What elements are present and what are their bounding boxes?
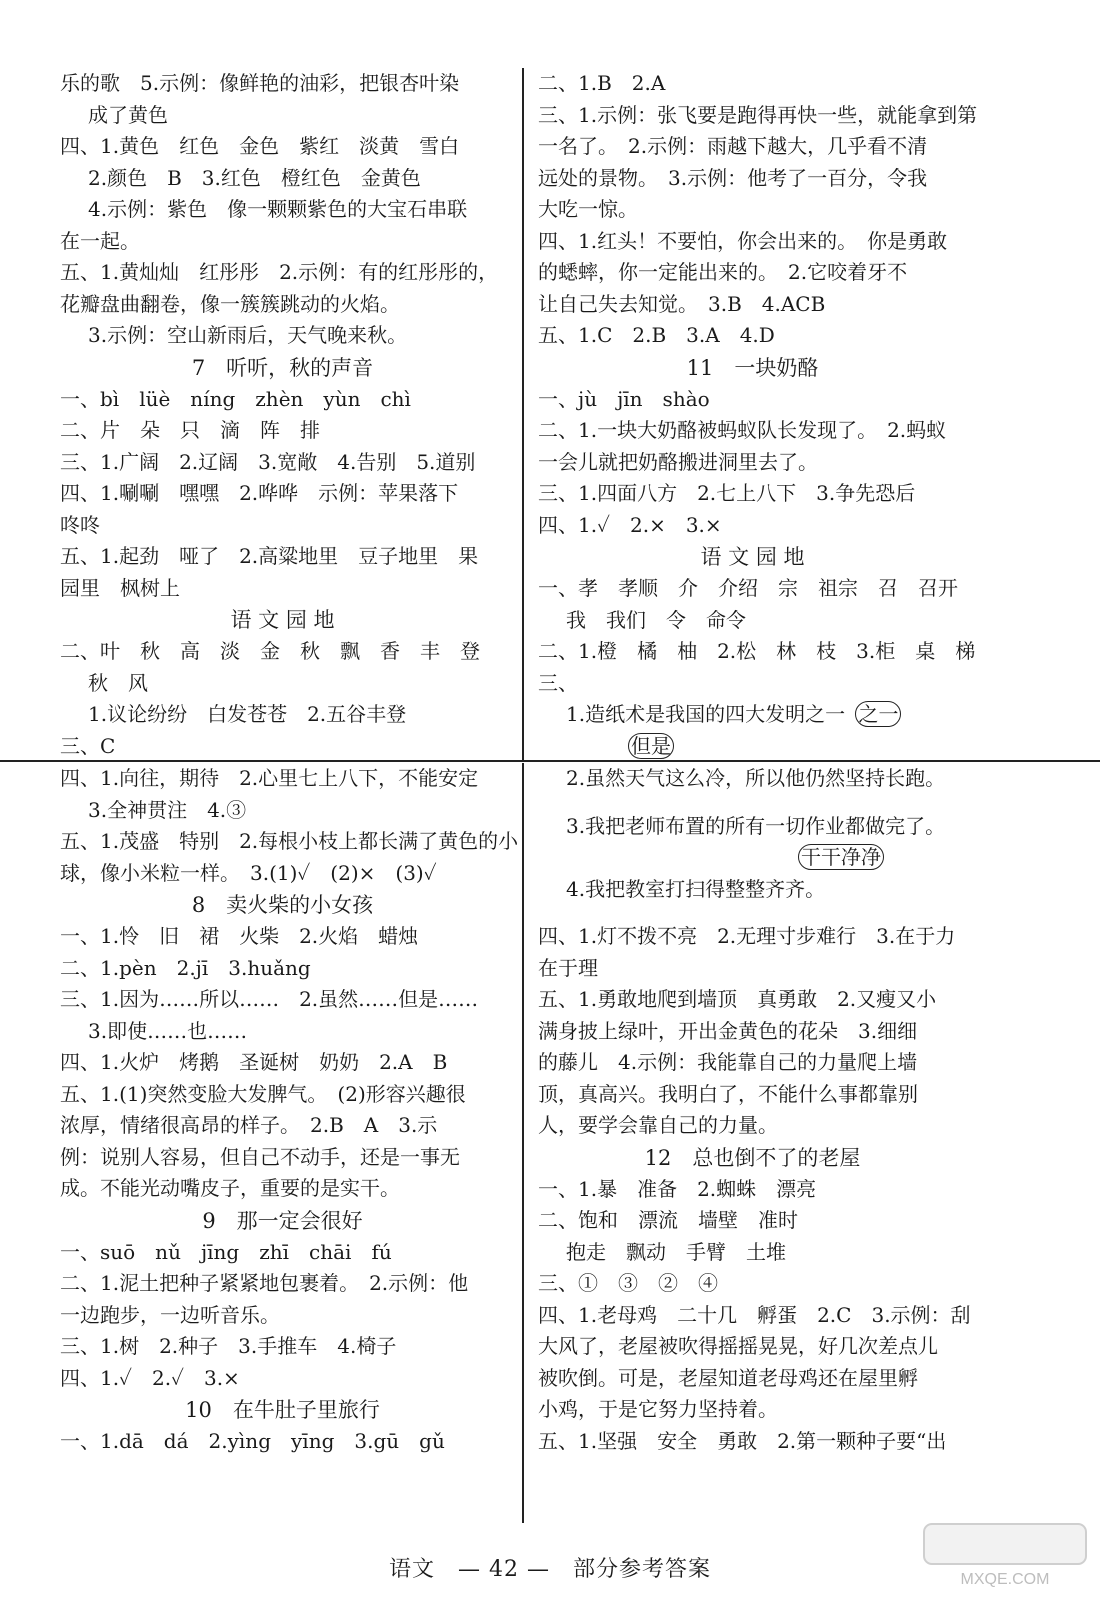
- text-line: 五、1.C 2.B 3.A 4.D: [538, 323, 775, 347]
- text-line: 成了黄色: [88, 102, 168, 127]
- text-line: 秋 风: [88, 670, 148, 695]
- text-line: 三、1.因为……所以…… 2.虽然……但是……: [60, 987, 479, 1011]
- text-line: 4.我把教室打扫得整整齐齐。: [566, 876, 826, 901]
- text-line: 咚咚: [60, 512, 100, 537]
- watermark-logo: [920, 1520, 1090, 1590]
- text-line: 二、叶 秋 高 淡 金 秋 飘 香 丰 登: [60, 639, 480, 663]
- text-line: 4.示例：紫色 像一颗颗紫色的大宝石串联: [88, 197, 468, 221]
- text-line: [538, 842, 967, 874]
- text-line: 顶，真高兴。我明白了，不能什么事都靠别: [538, 1081, 918, 1106]
- text-line: [538, 699, 967, 731]
- text-line: 的蟋蟀，你一定能出来的。 2.它咬着牙不: [538, 260, 908, 284]
- watermark-text: MXQE.COM: [960, 1571, 1050, 1588]
- section-title: 10 在牛肚子里旅行: [185, 1398, 380, 1422]
- text-line: [538, 731, 967, 763]
- text-line: 五、1.坚强 安全 勇敢 2.第一颗种子要“出: [538, 1428, 947, 1453]
- section-title: 11 一块奶酪: [686, 355, 819, 380]
- text-line: 五、1.茂盛 特别 2.每根小枝上都长满了黄色的小: [60, 829, 519, 853]
- text-line: 1.议论纷纷 白发苍苍 2.五谷丰登: [88, 702, 407, 726]
- text-line: 小鸡，于是它努力坚持着。: [538, 1397, 778, 1421]
- text-line: 乐的歌 5.示例：像鲜艳的油彩，把银杏叶染: [60, 71, 460, 95]
- text-line: 我 我们 令 命令: [566, 607, 746, 632]
- lower-right-column: [522, 763, 971, 1523]
- text-line: 花瓣盘曲翻卷，像一簇簇跳动的火焰。: [60, 291, 400, 316]
- text-line: 园里 枫树上: [60, 575, 180, 600]
- text-line: 大吃一惊。: [538, 197, 638, 221]
- section-title: 7 听听，秋的声音: [191, 355, 374, 380]
- text-line: 三、1.广阔 2.辽阔 3.宽敞 4.告别 5.道别: [60, 449, 476, 474]
- text-line: 四、1.火炉 烤鹅 圣诞树 奶奶 2.A B: [60, 1050, 448, 1074]
- text-line: 一名了。 2.示例：雨越下越大，几乎看不清: [538, 134, 928, 158]
- text-line: 在一起。: [60, 228, 140, 253]
- text-line: 2.虽然天气这么冷，所以他仍然坚持长跑。: [566, 766, 946, 790]
- text-line: 一、1.暴 准备 2.蜘蛛 漂亮: [538, 1176, 817, 1201]
- correction-mark: 之一: [855, 701, 901, 727]
- section-divider: [0, 760, 1100, 762]
- text-line: 一、jù jīn shào: [538, 386, 710, 411]
- text-line: 大风了，老屋被吹得摇摇晃晃，好几次差点儿: [538, 1334, 938, 1358]
- text-line: 四、1.✓ 2.× 3.×: [538, 512, 722, 537]
- text-line: 三、1.四面八方 2.七上八下 3.争先恐后: [538, 481, 916, 505]
- sentence-text: 1.造纸术是我国的四大发明之一: [566, 702, 846, 726]
- text-line: 三、1.树 2.种子 3.手推车 4.椅子: [60, 1334, 397, 1358]
- text-line: 五、1.(1)突然变脸大发脾气。 (2)形容兴趣很: [60, 1081, 466, 1106]
- upper-left-column: [60, 68, 505, 760]
- lower-left-column: [60, 763, 519, 1523]
- text-line: 三、1.示例：张飞要是跑得再快一些，就能拿到第: [538, 102, 978, 127]
- lower-half: [0, 763, 1100, 1523]
- text-line: 四、1.老母鸡 二十几 孵蛋 2.C 3.示例：刮: [538, 1302, 971, 1327]
- text-line: 满身披上绿叶，开出金黄色的花朵 3.细细: [538, 1018, 918, 1043]
- text-line: 二、1.B 2.A: [538, 71, 666, 95]
- section-title: 9 那一定会很好: [202, 1208, 363, 1233]
- text-line: 抱走 飘动 手臂 土堆: [566, 1239, 786, 1264]
- text-line: 五、1.勇敢地爬到墙顶 真勇敢 2.又瘦又小: [538, 987, 937, 1011]
- section-title: 语 文 园 地: [700, 545, 805, 569]
- section-title: 8 卖火柴的小女孩: [191, 893, 374, 917]
- text-line: 一、孝 孝顺 介 介绍 宗 祖宗 召 召开: [538, 576, 958, 600]
- text-line: 3.我把老师布置的所有一切作业都做完了。: [566, 813, 946, 838]
- text-line: 例：说别人容易，但自己不动手，还是一事无: [60, 1144, 460, 1169]
- text-line: 四、1.向往，期待 2.心里七上八下，不能安定: [60, 766, 479, 790]
- text-line: 三、C: [60, 733, 116, 758]
- text-line: 成。不能光动嘴皮子，重要的是实干。: [60, 1176, 400, 1200]
- correction-mark: 干干净净: [798, 844, 884, 870]
- text-line: 四、1.唰唰 嘿嘿 2.哗哗 示例：苹果落下: [60, 481, 459, 505]
- text-line: 一会儿就把奶酪搬进洞里去了。: [538, 449, 818, 474]
- text-line: 二、1.一块大奶酪被蚂蚁队长发现了。 2.蚂蚁: [538, 418, 947, 442]
- correction-mark: 但是: [628, 733, 674, 759]
- text-line: 一边跑步，一边听音乐。: [60, 1302, 280, 1327]
- section-title: 12 总也倒不了的老屋: [644, 1145, 861, 1170]
- text-line: 一、1.怜 旧 裙 火柴 2.火焰 蜡烛: [60, 924, 419, 948]
- page-footer: 语文 — 42 — 部分参考答案: [389, 1557, 711, 1582]
- text-line: 二、1.橙 橘 柚 2.松 林 枝 3.柜 桌 梯: [538, 639, 976, 663]
- text-line: 一、suō nǔ jīng zhī chāi fú: [60, 1239, 392, 1264]
- text-line: 2.颜色 B 3.红色 橙红色 金黄色: [88, 165, 421, 190]
- text-line: 二、片 朵 只 滴 阵 排: [60, 418, 320, 442]
- text-line: 3.全神贯注 4.③: [88, 797, 247, 822]
- text-line: 让自己失去知觉。 3.B 4.ACB: [538, 291, 826, 316]
- text-line: 五、1.黄灿灿 红彤彤 2.示例：有的红彤彤的，: [60, 260, 499, 284]
- text-line: 三、: [538, 670, 578, 695]
- text-line: 二、1.pèn 2.jī 3.huǎng: [60, 955, 311, 980]
- text-line: 3.即使……也……: [88, 1018, 248, 1043]
- text-line: 一、bì lüè níng zhèn yùn chì: [60, 386, 411, 411]
- text-line: 球，像小米粒一样。 3.(1)✓ (2)× (3)✓: [60, 860, 437, 885]
- text-line: 的藤儿 4.示例：我能靠自己的力量爬上墙: [538, 1050, 918, 1074]
- text-line: 人，要学会靠自己的力量。: [538, 1113, 778, 1137]
- text-line: 一、1.dā dá 2.yìng yīng 3.gū gǔ: [60, 1429, 445, 1453]
- text-line: 四、1.红头！不要怕，你会出来的。 你是勇敢: [538, 228, 948, 253]
- text-line: 四、1.✓ 2.✓ 3.×: [60, 1365, 240, 1390]
- text-line: 二、饱和 漂流 墙壁 准时: [538, 1208, 798, 1232]
- text-line: 远处的景物。 3.示例：他考了一百分，令我: [538, 165, 928, 190]
- section-title: 语 文 园 地: [230, 608, 335, 632]
- text-line: 3.示例：空山新雨后，天气晚来秋。: [88, 323, 408, 347]
- text-line: 浓厚，情绪很高昂的样子。 2.B A 3.示: [60, 1113, 438, 1137]
- text-line: 三、① ③ ② ④: [538, 1271, 718, 1295]
- text-line: 在于理: [538, 955, 598, 980]
- upper-half: [0, 68, 1100, 760]
- text-line: 四、1.黄色 红色 金色 紫红 淡黄 雪白: [60, 134, 460, 158]
- text-line: 四、1.灯不拨不亮 2.无理寸步难行 3.在于力: [538, 924, 956, 948]
- text-line: 被吹倒。可是，老屋知道老母鸡还在屋里孵: [538, 1365, 918, 1390]
- text-line: 五、1.起劲 哑了 2.高粱地里 豆子地里 果: [60, 544, 479, 568]
- text-line: 二、1.泥土把种子紧紧地包裹着。 2.示例：他: [60, 1271, 469, 1295]
- upper-right-column: [522, 68, 978, 760]
